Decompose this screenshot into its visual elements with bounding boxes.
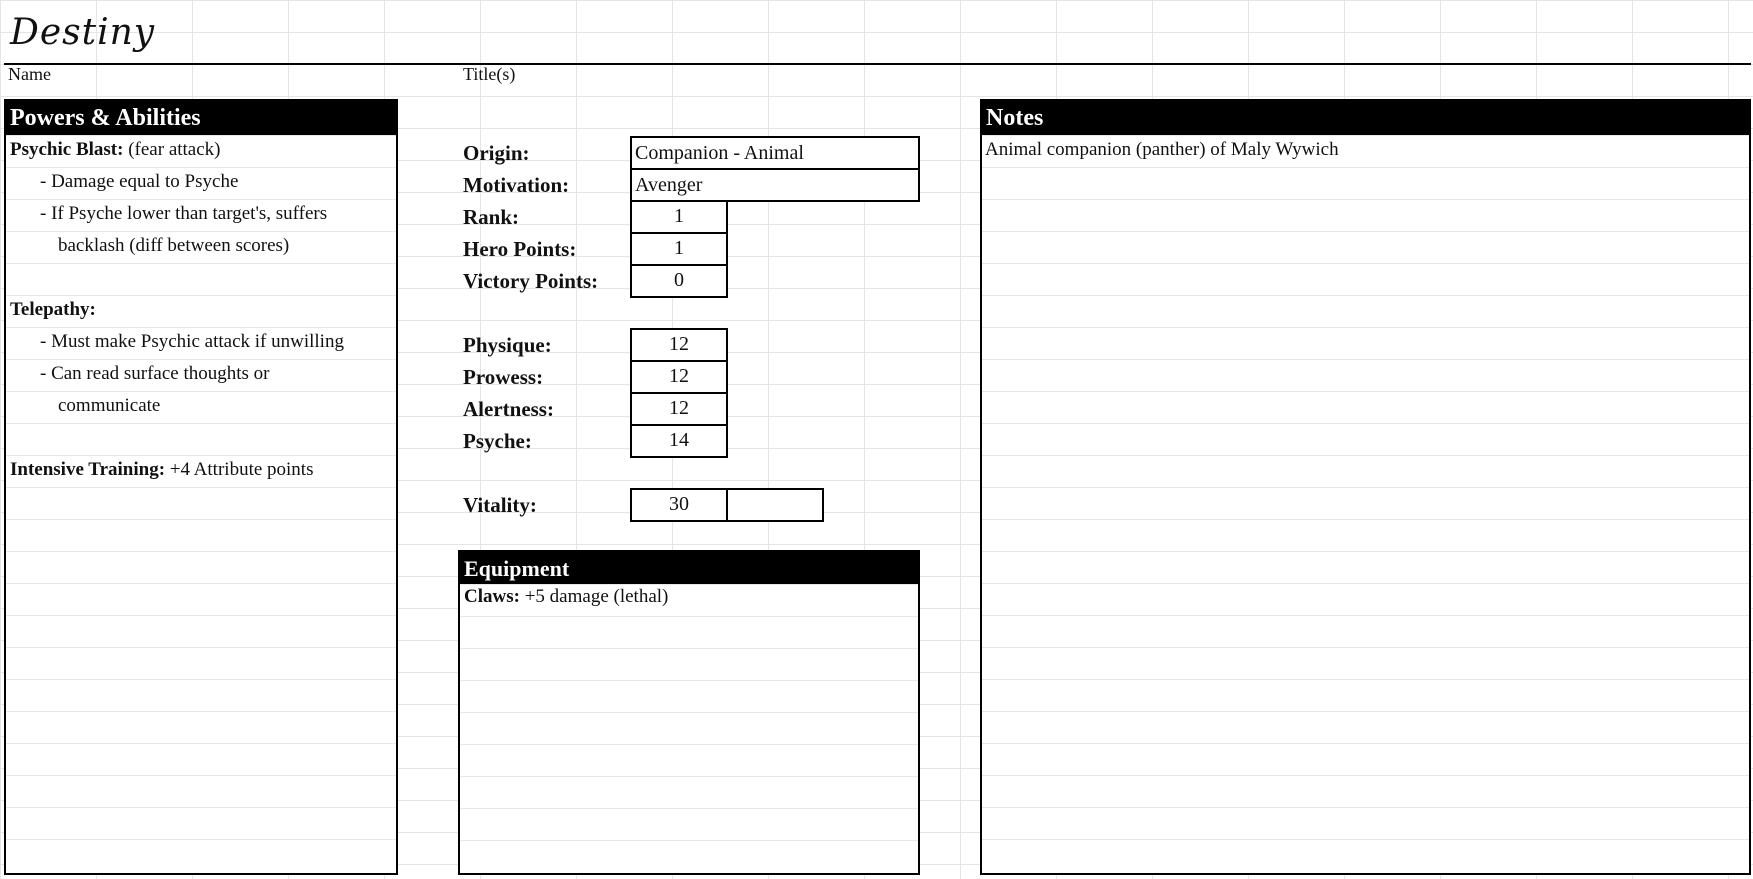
psyche-field[interactable]: 14 [630, 424, 728, 458]
equipment-item-name: Claws: [464, 586, 520, 607]
title-divider [4, 63, 1751, 65]
psychic-blast-line2: - If Psyche lower than target's, suffers [40, 203, 328, 224]
prowess-label: Prowess: [463, 365, 544, 389]
powers-body[interactable] [6, 135, 396, 871]
equipment-heading: Equipment [460, 552, 918, 584]
origin-field[interactable]: Companion - Animal [630, 136, 920, 170]
equipment-body[interactable] [460, 584, 918, 871]
notes-text: Animal companion (panther) of Maly Wywich [985, 139, 1339, 160]
victory-points-label: Victory Points: [463, 269, 599, 293]
psychic-blast-line3: backlash (diff between scores) [58, 235, 290, 256]
telepathy-line1: - Must make Psychic attack if unwilling [40, 331, 344, 352]
training-name: Intensive Training: [10, 459, 166, 480]
victory-points-field[interactable]: 0 [630, 264, 728, 298]
vitality-field[interactable]: 30 [630, 488, 728, 522]
motivation-field[interactable]: Avenger [630, 168, 920, 202]
motivation-label: Motivation: [463, 173, 570, 197]
titles-label: Title(s) [463, 64, 516, 84]
hero-points-label: Hero Points: [463, 237, 577, 261]
training-row [10, 459, 313, 481]
psyche-label: Psyche: [463, 429, 532, 453]
notes-panel [980, 99, 1751, 875]
alertness-label: Alertness: [463, 397, 554, 421]
equipment-item-desc: +5 damage (lethal) [524, 586, 669, 607]
name-label: Name [8, 64, 51, 84]
physique-label: Physique: [463, 333, 552, 357]
physique-field[interactable]: 12 [630, 328, 728, 362]
equipment-panel [458, 550, 920, 875]
origin-label: Origin: [463, 141, 530, 165]
character-name[interactable]: Destiny [10, 12, 156, 53]
training-desc: +4 Attribute points [169, 459, 314, 480]
psychic-blast-desc: (fear attack) [128, 139, 221, 160]
notes-body[interactable] [982, 135, 1749, 871]
rank-field[interactable]: 1 [630, 200, 728, 234]
hero-points-field[interactable]: 1 [630, 232, 728, 266]
rank-label: Rank: [463, 205, 520, 229]
psychic-blast-line1: - Damage equal to Psyche [40, 171, 239, 192]
vitality-label: Vitality: [463, 493, 537, 517]
prowess-field[interactable]: 12 [630, 360, 728, 394]
notes-heading: Notes [982, 101, 1749, 135]
telepathy-line2: - Can read surface thoughts or [40, 363, 270, 384]
equipment-item [464, 586, 668, 608]
psychic-blast-row [10, 139, 221, 161]
alertness-field[interactable]: 12 [630, 392, 728, 426]
telepathy-line3: communicate [58, 395, 161, 416]
psychic-blast-name: Psychic Blast: [10, 139, 124, 160]
telepathy-name: Telepathy: [10, 299, 96, 320]
telepathy-row [10, 299, 96, 321]
powers-panel [4, 99, 398, 875]
powers-heading: Powers & Abilities [6, 101, 396, 135]
vitality-current-field[interactable] [726, 488, 824, 522]
